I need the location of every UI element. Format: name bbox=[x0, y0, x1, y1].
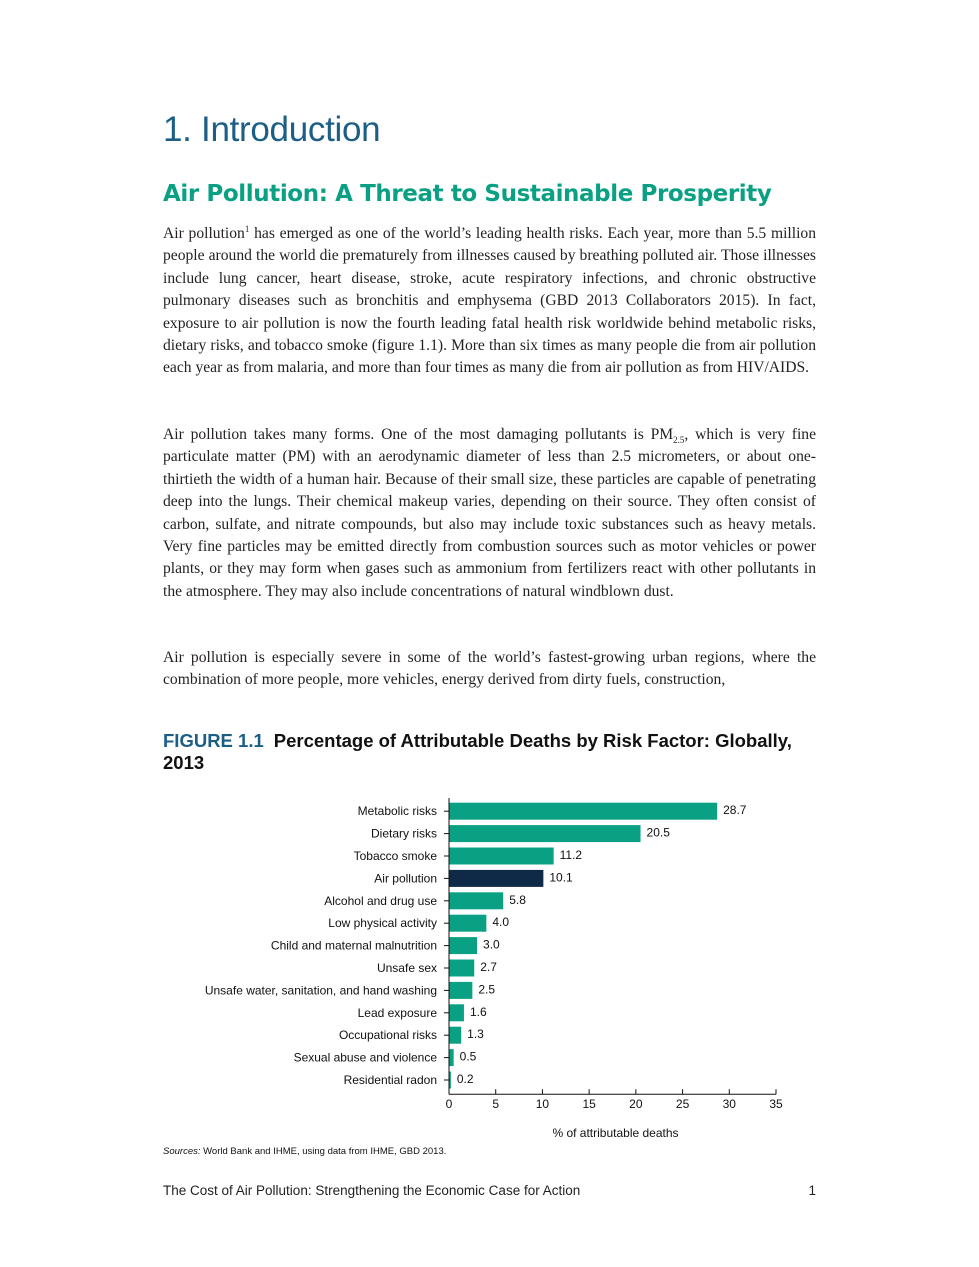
bar bbox=[449, 937, 477, 954]
footnote-marker[interactable]: 1 bbox=[244, 223, 250, 234]
value-label: 20.5 bbox=[646, 825, 670, 840]
x-tick-label: 15 bbox=[582, 1097, 596, 1112]
category-label: Metabolic risks bbox=[357, 804, 437, 819]
category-label: Lead exposure bbox=[357, 1005, 437, 1020]
paragraph-1-text: has emerged as one of the world’s leading health risks. Each year, more than 5.5 million people around the world die prematurely from illnesses caused by breathing polluted air. Those illnesses include lung cancer, heart disease, stroke, acute respiratory infections, and chronic obstructive pulmonary diseases such as bronchitis and emphysema (GBD 2013 Collaborators 2015). In fact, exposure to air pollution is now the fourth leading fatal health risk worldwide behind metabolic risks, dietary risks, and tobacco smoke (figure 1.1). More than six times as many people die from air pollution each year as from malaria, and more than four times as many die from air pollution as from HIV/AIDS. bbox=[163, 225, 816, 377]
category-label: Child and maternal malnutrition bbox=[270, 938, 437, 953]
value-label: 0.5 bbox=[459, 1049, 477, 1064]
bar bbox=[449, 960, 474, 977]
category-label: Air pollution bbox=[374, 871, 437, 886]
value-label: 2.5 bbox=[478, 982, 496, 997]
category-label: Unsafe sex bbox=[376, 961, 437, 975]
x-tick-label: 20 bbox=[629, 1097, 643, 1112]
x-tick-label: 5 bbox=[492, 1097, 500, 1112]
value-label: 5.8 bbox=[509, 892, 526, 907]
sources-label: Sources: bbox=[163, 1146, 201, 1157]
x-tick-label: 0 bbox=[445, 1097, 453, 1112]
section-heading: Air Pollution: A Threat to Sustainable Prosperity bbox=[163, 181, 772, 207]
body-paragraph-3: Air pollution is especially severe in some of the world’s fastest-growing urban regions, where the combination of more people, more vehicles, energy derived from dirty fuels, construction, bbox=[163, 649, 816, 689]
value-label: 3.0 bbox=[483, 937, 500, 952]
category-label: Dietary risks bbox=[370, 826, 437, 841]
x-tick-label: 25 bbox=[675, 1097, 690, 1112]
value-label: 4.0 bbox=[492, 915, 510, 930]
bar bbox=[449, 892, 503, 909]
sources-text: World Bank and IHME, using data from IHME, GBD 2013. bbox=[200, 1146, 447, 1157]
bar bbox=[449, 982, 472, 999]
body-paragraph-2 bbox=[163, 424, 816, 603]
figure-number: FIGURE 1.1 bbox=[163, 730, 264, 751]
value-label: 2.7 bbox=[480, 960, 497, 974]
bar bbox=[449, 870, 543, 887]
body-paragraph-1 bbox=[163, 223, 816, 380]
page-number: 1 bbox=[808, 1183, 816, 1198]
category-label: Residential radon bbox=[343, 1073, 437, 1087]
risk-factor-bar-chart bbox=[0, 790, 979, 1140]
bar bbox=[449, 848, 554, 865]
bar bbox=[449, 803, 717, 820]
chapter-title: 1. Introduction bbox=[163, 110, 381, 149]
bar bbox=[449, 915, 486, 932]
bar bbox=[449, 1027, 461, 1044]
paragraph-1-lead: Air pollution bbox=[163, 225, 245, 242]
value-label: 11.2 bbox=[559, 848, 583, 862]
x-tick-label: 35 bbox=[769, 1097, 783, 1112]
bar bbox=[449, 1049, 454, 1066]
bar bbox=[449, 825, 641, 842]
category-label: Tobacco smoke bbox=[353, 849, 437, 863]
paragraph-2-before: Air pollution takes many forms. One of the most damaging pollutants is PM bbox=[163, 426, 674, 443]
category-label: Unsafe water, sanitation, and hand washing bbox=[204, 983, 437, 998]
bar bbox=[449, 1004, 464, 1021]
figure-sources bbox=[163, 1146, 446, 1157]
pm-subscript: 2.5 bbox=[673, 435, 685, 446]
value-label: 28.7 bbox=[723, 803, 747, 818]
x-tick-label: 30 bbox=[722, 1097, 736, 1112]
category-label: Occupational risks bbox=[338, 1028, 437, 1043]
paragraph-2-after: , which is very fine particulate matter (PM) with an aerodynamic diameter of less than 2.5 micrometers, or about one-thirtieth the width of a human hair. Because of their small size, these particles are capable of penetrating deep into the lungs. Their chemical makeup varies, depending on their source. They often consist of carbon, sulfate, and nitrate compounds, but also may include toxic substances such as heavy metals. Very fine particles may be emitted directly from combustion sources such as motor vehicles or power plants, or they may form when gases such as ammonium from fertilizers react with other pollutants in the atmosphere. They may also include concentrations of natural windblown dust. bbox=[163, 426, 816, 600]
footer-title: The Cost of Air Pollution: Strengthening the Economic Case for Action bbox=[163, 1183, 581, 1198]
value-label: 1.6 bbox=[469, 1004, 487, 1019]
value-label: 1.3 bbox=[467, 1027, 484, 1042]
category-label: Low physical activity bbox=[328, 916, 437, 931]
x-tick-label: 10 bbox=[535, 1097, 550, 1112]
figure-heading bbox=[163, 730, 803, 774]
value-label: 10.1 bbox=[549, 870, 573, 885]
x-axis-title: % of attributable deaths bbox=[552, 1126, 679, 1140]
value-label: 0.2 bbox=[456, 1072, 474, 1086]
category-label: Alcohol and drug use bbox=[324, 893, 437, 908]
figure-title: Percentage of Attributable Deaths by Risk Factor: Globally, 2013 bbox=[163, 730, 792, 773]
category-label: Sexual abuse and violence bbox=[293, 1050, 437, 1065]
